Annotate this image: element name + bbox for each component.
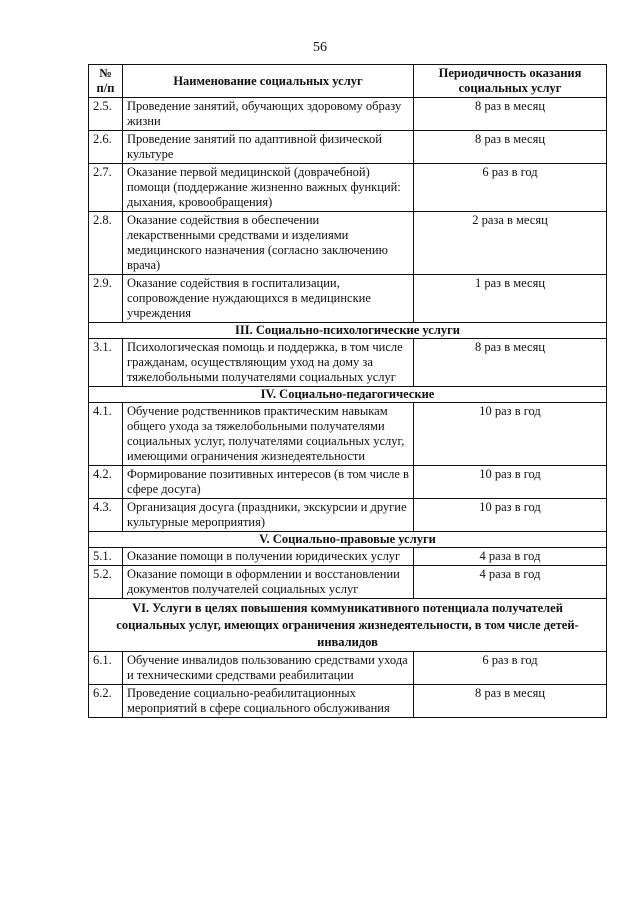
service-periodicity: 10 раз в год [414, 466, 607, 499]
services-table [88, 64, 607, 718]
header-periodicity: Периодичность оказания социальных услуг [414, 65, 607, 98]
row-number: 5.1. [89, 548, 123, 566]
service-name: Формирование позитивных интересов (в том числе в сфере досуга) [123, 466, 414, 499]
service-name: Оказание первой медицинской (доврачебной) помощи (поддержание жизненно важных функций: дыхания, кровообращения) [123, 164, 414, 212]
table-body [89, 98, 607, 718]
row-number: 5.2. [89, 566, 123, 599]
row-number: 2.7. [89, 164, 123, 212]
header-number: № п/п [89, 65, 123, 98]
row-number: 2.5. [89, 98, 123, 131]
table-header-row [89, 65, 607, 98]
table-row [89, 339, 607, 387]
section-title: VI. Услуги в целях повышения коммуникативного потенциала получателей социальных услуг, имеющих ограничения жизнедеятельности, в том числе детей-инвалидов [89, 599, 607, 652]
table-row [89, 403, 607, 466]
service-periodicity: 1 раз в месяц [414, 275, 607, 323]
page-number: 56 [313, 40, 327, 55]
table-row [89, 499, 607, 532]
service-name: Обучение инвалидов пользованию средствами ухода и техническими средствами реабилитации [123, 652, 414, 685]
table-row [89, 131, 607, 164]
service-name: Психологическая помощь и поддержка, в том числе гражданам, осуществляющим уход на дому за тяжелобольными получателями социальных услуг [123, 339, 414, 387]
service-periodicity: 8 раз в месяц [414, 685, 607, 718]
service-name: Оказание помощи в получении юридических услуг [123, 548, 414, 566]
service-name: Оказание содействия в обеспечении лекарственными средствами и изделиями медицинского назначения (согласно заключению врача) [123, 212, 414, 275]
row-number: 6.1. [89, 652, 123, 685]
section-title: V. Социально-правовые услуги [89, 532, 607, 548]
row-number: 4.2. [89, 466, 123, 499]
header-service-name: Наименование социальных услуг [123, 65, 414, 98]
section-header-row [89, 532, 607, 548]
row-number: 3.1. [89, 339, 123, 387]
table-row [89, 212, 607, 275]
row-number: 6.2. [89, 685, 123, 718]
table-row [89, 275, 607, 323]
service-periodicity: 4 раза в год [414, 566, 607, 599]
service-periodicity: 2 раза в месяц [414, 212, 607, 275]
table-row [89, 566, 607, 599]
row-number: 2.9. [89, 275, 123, 323]
service-name: Оказание помощи в оформлении и восстановлении документов получателей социальных услуг [123, 566, 414, 599]
service-name: Проведение занятий по адаптивной физической культуре [123, 131, 414, 164]
row-number: 4.3. [89, 499, 123, 532]
section-header-row [89, 387, 607, 403]
service-name: Обучение родственников практическим навыкам общего ухода за тяжелобольными получателями социальных услуг, получателями социальных услуг, имеющими ограничения жизнедеятельности [123, 403, 414, 466]
service-periodicity: 8 раз в месяц [414, 98, 607, 131]
table-row [89, 164, 607, 212]
service-periodicity: 4 раза в год [414, 548, 607, 566]
row-number: 2.6. [89, 131, 123, 164]
table-row [89, 685, 607, 718]
service-name: Оказание содействия в госпитализации, сопровождение нуждающихся в медицинские учреждения [123, 275, 414, 323]
table-row [89, 466, 607, 499]
service-periodicity: 6 раз в год [414, 652, 607, 685]
row-number: 2.8. [89, 212, 123, 275]
service-periodicity: 10 раз в год [414, 403, 607, 466]
section-header-row [89, 599, 607, 652]
service-name: Проведение социально-реабилитационных мероприятий в сфере социального обслуживания [123, 685, 414, 718]
service-periodicity: 8 раз в месяц [414, 131, 607, 164]
service-name: Организация досуга (праздники, экскурсии и другие культурные мероприятия) [123, 499, 414, 532]
table-row [89, 652, 607, 685]
table-row [89, 548, 607, 566]
section-title: IV. Социально-педагогические [89, 387, 607, 403]
service-periodicity: 10 раз в год [414, 499, 607, 532]
service-periodicity: 8 раз в месяц [414, 339, 607, 387]
table-row [89, 98, 607, 131]
service-periodicity: 6 раз в год [414, 164, 607, 212]
row-number: 4.1. [89, 403, 123, 466]
section-header-row [89, 323, 607, 339]
service-name: Проведение занятий, обучающих здоровому образу жизни [123, 98, 414, 131]
section-title: III. Социально-психологические услуги [89, 323, 607, 339]
